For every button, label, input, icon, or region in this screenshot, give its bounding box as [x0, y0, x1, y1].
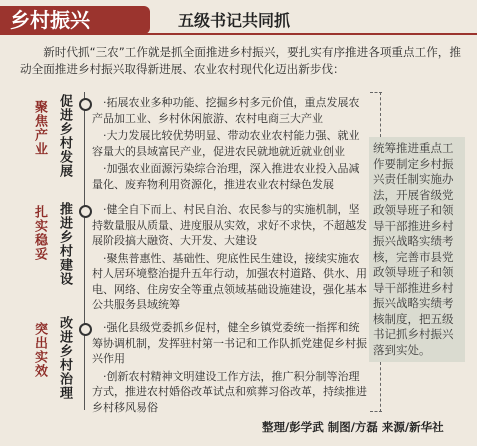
section-2-bullets	[92, 202, 367, 315]
note-connector-top	[380, 92, 382, 137]
note-connector-tick-bottom	[370, 411, 382, 412]
section-3-inner-label: 改进乡村治理	[57, 316, 72, 400]
intro-paragraph: 新时代抓“三农”工作就是抓全面推进乡村振兴，要扎实有序推进各项重点工作，推动全面推进乡村振兴取得新进展、农业农村现代化迈出新步伐：	[20, 45, 461, 76]
section-3-bullets	[92, 320, 367, 417]
list-item: ·创新农村精神文明建设工作方法，推广积分制等治理方式，推进农村婚俗改革试点和殡葬习俗改革，持续推进乡村移风易俗	[92, 369, 367, 414]
header-rule	[0, 33, 477, 35]
section-3-circle-icon	[79, 323, 92, 336]
list-item: ·健全自下而上、村民自治、农民参与的实施机制，坚持数量服从质量、进度服从实效，求好不求快，不超越发展阶段搞大融资、大开发、大建设	[92, 203, 367, 247]
section-1-inner-label: 促进乡村发展	[57, 94, 72, 178]
note-connector-tick	[370, 92, 382, 93]
credit-line: 整理/彭学武 制图/方磊 来源/新华社	[262, 420, 444, 434]
section-3-outer-label: 突出实效	[32, 322, 47, 378]
section-1-bullets	[92, 95, 367, 194]
section-2-outer-label: 扎实稳妥	[32, 205, 47, 261]
list-item: ·聚焦普惠性、基础性、兜底性民生建设，接续实施农村人居环境整治提升五年行动，加强农村道路、供水、用电、网络、住房安全等重点领域基础设施建设，强化基本公共服务县域统筹	[92, 251, 367, 311]
list-item: ·拓展农业多种功能、挖掘乡村多元价值，重点发展农产品加工业、乡村休闲旅游、农村电商三大产业	[92, 96, 360, 125]
list-item: ·大力发展比较优势明显、带动农业农村能力强、就业容量大的县域富民产业，促进农民就地就近就业创业	[92, 129, 360, 158]
list-item: ·加强农业面源污染综合治理，深入推进农业投入品减量化、废弃物利用资源化，推进农业农村绿色发展	[92, 162, 360, 191]
page-title: 五级书记共同抓	[178, 11, 291, 30]
summary-note-text: 统筹推进重点工作要制定乡村振兴责任制实施办法，开展省级党政领导班子和领导干部推进乡村振兴战略实绩考核，完善市县党政领导班子和领导干部推进乡村振兴战略实绩考核制度，把五级书记抓乡村振兴落到实处。	[373, 141, 454, 357]
summary-note	[369, 137, 465, 362]
section-tag: 乡村振兴	[0, 6, 150, 34]
list-item: ·强化县级党委抓乡促村，健全乡镇党委统一指挥和统筹协调机制，发挥驻村第一书记和工作队抓党建促乡村振兴作用	[92, 321, 367, 365]
timeline-line	[84, 92, 85, 410]
note-connector-bottom	[380, 362, 382, 412]
section-2-circle-icon	[79, 205, 92, 218]
section-2-inner-label: 推进乡村建设	[57, 202, 72, 286]
header	[0, 0, 477, 36]
section-1-outer-label: 聚焦产业	[32, 100, 47, 156]
section-1-circle-icon	[79, 98, 92, 111]
